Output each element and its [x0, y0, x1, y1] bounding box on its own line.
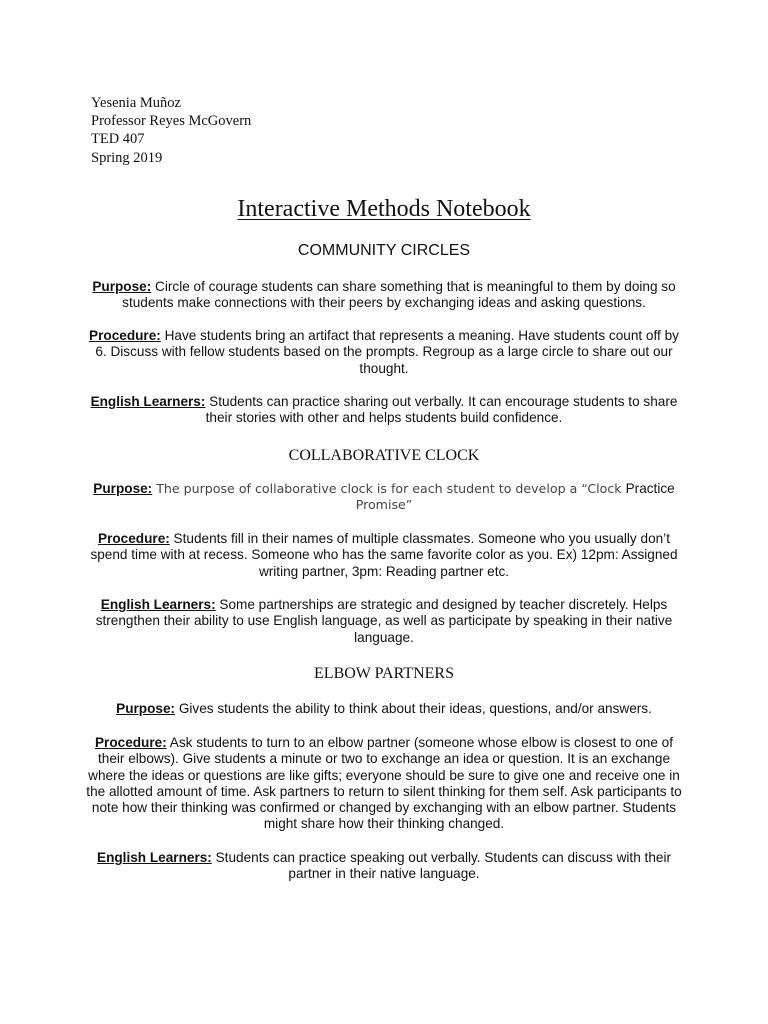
elbow-partners-purpose — [86, 701, 682, 717]
procedure-text: Ask students to turn to an elbow partner (someone whose elbow is closest to one of their elbows). Give students a minute or two to exchange an idea or question. It is an exchange where the ideas or questions are like gifts; everyone should be sure to give one and receive one in the allotted amount of time. Ask partners to return to silent thinking for them self. Ask participants to note how their thinking was confirmed or changed by exchanging with an elbow partner. Students might share how their thinking changed. — [86, 735, 682, 832]
english-learners-text: Students can practice sharing out verbally. It can encourage students to share their stories with other and helps students build confidence. — [205, 394, 678, 426]
procedure-text: Have students bring an artifact that represents a meaning. Have students count off by 6. Discuss with fellow students based on the prompts. Regroup as a large circle to share out our thought. — [95, 328, 679, 376]
document-title-text: Interactive Methods Notebook — [237, 196, 531, 222]
purpose-text: Gives students the ability to think about their ideas, questions, and/or answers. — [175, 701, 652, 716]
term: Spring 2019 — [91, 149, 163, 166]
professor-name: Professor Reyes McGovern — [91, 113, 252, 130]
purpose-text-tail: Promise” — [355, 497, 413, 513]
document-title — [0, 195, 768, 223]
student-name: Yesenia Muñoz — [91, 95, 181, 111]
community-circles-purpose — [86, 279, 682, 312]
procedure-label: Procedure: — [89, 328, 161, 343]
community-circles-procedure — [86, 328, 682, 377]
purpose-text: The purpose of collaborative clock is for each student to develop a “Clock — [152, 481, 626, 496]
english-learners-label: English Learners: — [100, 597, 216, 612]
collaborative-clock-purpose — [86, 481, 682, 514]
purpose-label: Purpose: — [116, 701, 176, 716]
purpose-label: Purpose: — [92, 279, 152, 294]
section-heading-community-circles: COMMUNITY CIRCLES — [297, 242, 471, 259]
collaborative-clock-english-learners — [86, 597, 682, 646]
elbow-partners-english-learners — [86, 850, 682, 883]
header-block — [91, 94, 251, 167]
purpose-text-end: Practice — [625, 481, 675, 496]
section-heading-collaborative-clock: COLLABORATIVE CLOCK — [288, 447, 480, 464]
community-circles-english-learners — [86, 394, 682, 427]
section-heading-elbow-partners: ELBOW PARTNERS — [314, 665, 454, 682]
english-learners-label: English Learners: — [90, 394, 206, 409]
procedure-text: Students fill in their names of multiple classmates. Someone who you usually don’t spend time with at recess. Someone who has the same favorite color as you. Ex) 12pm: Assigned writing partner, 3pm: Reading partner etc. — [90, 531, 678, 579]
collaborative-clock-procedure — [86, 531, 682, 580]
procedure-label: Procedure: — [98, 531, 170, 546]
elbow-partners-procedure — [86, 735, 682, 833]
english-learners-text: Students can practice speaking out verbally. Students can discuss with their partner in their native language. — [211, 850, 671, 882]
english-learners-text: Some partnerships are strategic and designed by teacher discretely. Helps strengthen their ability to use English language, as well as participate by speaking in their native language. — [95, 597, 673, 645]
purpose-text: Circle of courage students can share something that is meaningful to them by doing so students make connections with their peers by exchanging ideas and asking questions. — [122, 279, 676, 311]
procedure-label: Procedure: — [94, 735, 167, 750]
english-learners-label: English Learners: — [97, 850, 212, 865]
purpose-label: Purpose: — [93, 481, 153, 496]
course-code: TED 407 — [91, 131, 145, 148]
